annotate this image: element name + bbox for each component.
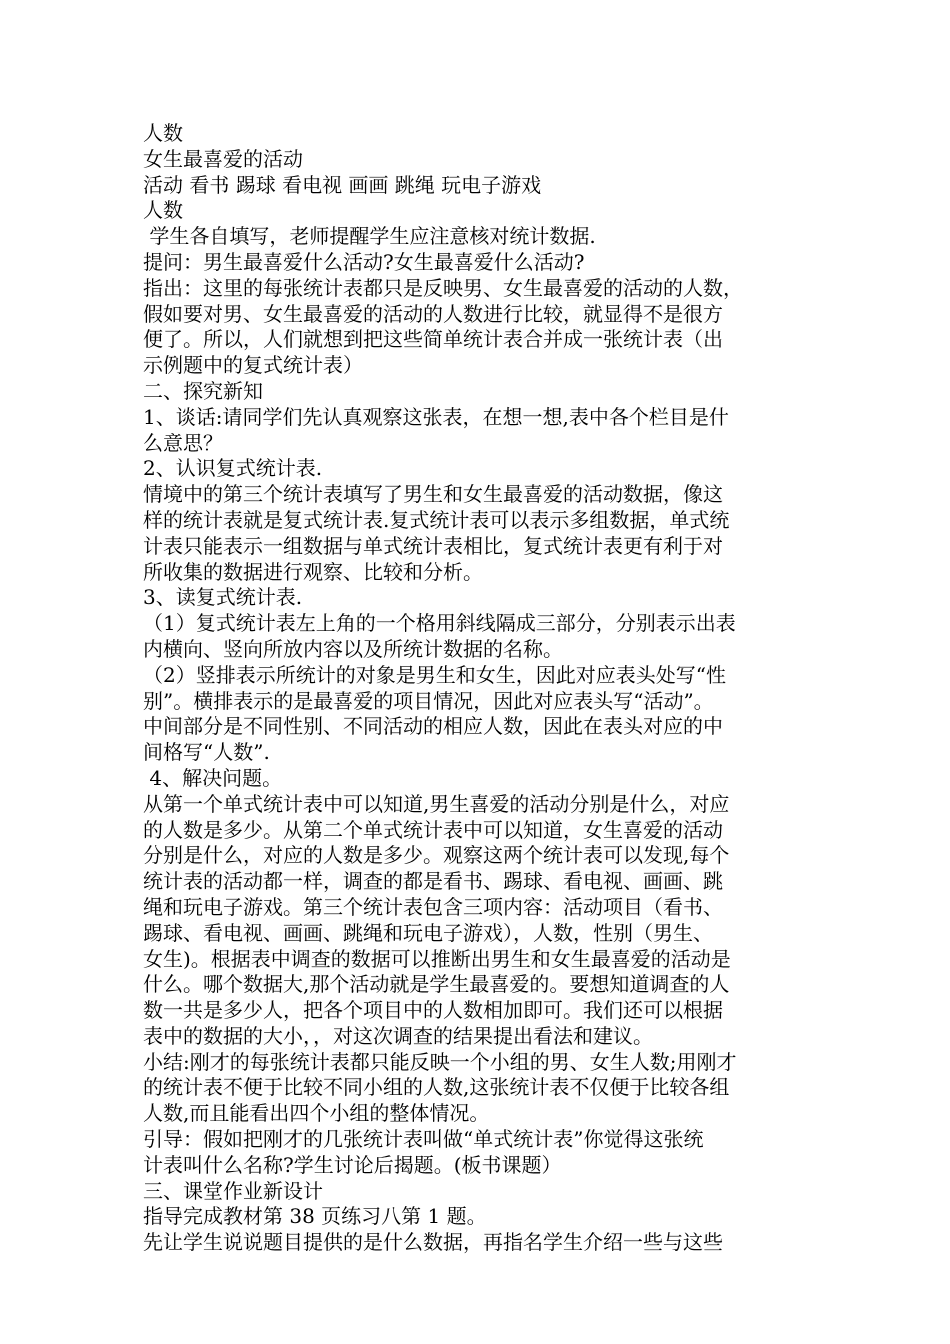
text-line: 分别是什么，对应的人数是多少。观察这两个统计表可以发现,每个 — [143, 843, 730, 868]
text-line: 么意思？ — [143, 430, 223, 455]
text-line: 人数 — [143, 121, 183, 145]
document-body — [143, 121, 813, 1256]
text-line: 示例题中的复式统计表） — [143, 353, 363, 378]
text-line: 计表叫什么名称?学生讨论后揭题。(板书课题） — [143, 1152, 562, 1177]
text-line: 表中的数据的大小，，对这次调查的结果提出看法和建议。 — [143, 1023, 653, 1048]
text-line: 便了。所以，人们就想到把这些简单统计表合并成一张统计表（出 — [143, 327, 723, 352]
text-line: 内横向、竖向所放内容以及所统计数据的名称。 — [143, 636, 563, 661]
text-line: 间格写“人数”. — [143, 740, 270, 765]
text-line: 4、解决问题。 — [143, 765, 283, 790]
text-line: 从第一个单式统计表中可以知道,男生喜爱的活动分别是什么，对应 — [143, 791, 730, 816]
text-line: 3、读复式统计表. — [143, 585, 303, 610]
text-line: 人数 — [143, 198, 183, 223]
text-line: 样的统计表就是复式统计表.复式统计表可以表示多组数据，单式统 — [143, 507, 730, 532]
text-line: 的统计表不便于比较不同小组的人数,这张统计表不仅便于比较各组 — [143, 1075, 730, 1100]
text-line: 的人数是多少。从第二个单式统计表中可以知道，女生喜爱的活动 — [143, 817, 723, 842]
text-line: 指导完成教材第 38 页练习八第 1 题。 — [143, 1204, 487, 1229]
section-heading: 三、课堂作业新设计 — [143, 1178, 323, 1203]
text-line: 计表只能表示一组数据与单式统计表相比，复式统计表更有利于对 — [143, 533, 723, 558]
text-line: 假如要对男、女生最喜爱的活动的人数进行比较，就显得不是很方 — [143, 301, 723, 326]
text-line: 情境中的第三个统计表填写了男生和女生最喜爱的活动数据，像这 — [143, 482, 723, 507]
text-line: 数一共是多少人，把各个项目中的人数相加即可。我们还可以根据 — [143, 998, 723, 1023]
text-line: 活动 看书 踢球 看电视 画画 跳绳 玩电子游戏 — [143, 172, 542, 197]
text-line: 什么。哪个数据大,那个活动就是学生最喜爱的。要想知道调查的人 — [143, 972, 730, 997]
section-heading: 二、探究新知 — [143, 378, 263, 403]
text-line: 女生)。根据表中调查的数据可以推断出男生和女生最喜爱的活动是 — [143, 946, 731, 971]
text-line: 1、谈话:请同学们先认真观察这张表，在想一想,表中各个栏目是什 — [143, 404, 729, 429]
text-line: 2、认识复式统计表. — [143, 456, 323, 481]
text-line: 绳和玩电子游戏。第三个统计表包含三项内容：活动项目（看书、 — [143, 894, 723, 919]
text-line: 踢球、看电视、画画、跳绳和玩电子游戏），人数，性别（男生、 — [143, 920, 713, 945]
text-line: 提问：男生最喜爱什么活动?女生最喜爱什么活动? — [143, 249, 585, 274]
text-line: 引导：假如把刚才的几张统计表叫做“单式统计表”你觉得这张统 — [143, 1127, 704, 1152]
text-line: 小结:刚才的每张统计表都只能反映一个小组的男、女生人数;用刚才 — [143, 1049, 737, 1074]
text-line: （2）竖排表示所统计的对象是男生和女生，因此对应表头处写“性 — [143, 662, 726, 687]
text-line: 指出：这里的每张统计表都只是反映男、女生最喜爱的活动的人数， — [143, 275, 743, 300]
text-line: 别”。横排表示的是最喜爱的项目情况，因此对应表头写“活动”。 — [143, 688, 714, 713]
text-line: 先让学生说说题目提供的是什么数据，再指名学生介绍一些与这些 — [143, 1230, 723, 1255]
text-line: 学生各自填写，老师提醒学生应注意核对统计数据. — [143, 224, 596, 249]
text-line: 中间部分是不同性别、不同活动的相应人数，因此在表头对应的中 — [143, 714, 723, 739]
text-line: 人数,而且能看出四个小组的整体情况。 — [143, 1101, 490, 1126]
text-line: 所收集的数据进行观察、比较和分析。 — [143, 559, 483, 584]
text-line: 女生最喜爱的活动 — [143, 146, 303, 171]
text-line: 统计表的活动都一样，调查的都是看书、踢球、看电视、画画、跳 — [143, 869, 723, 894]
text-line: （1）复式统计表左上角的一个格用斜线隔成三部分，分别表示出表 — [143, 611, 736, 636]
